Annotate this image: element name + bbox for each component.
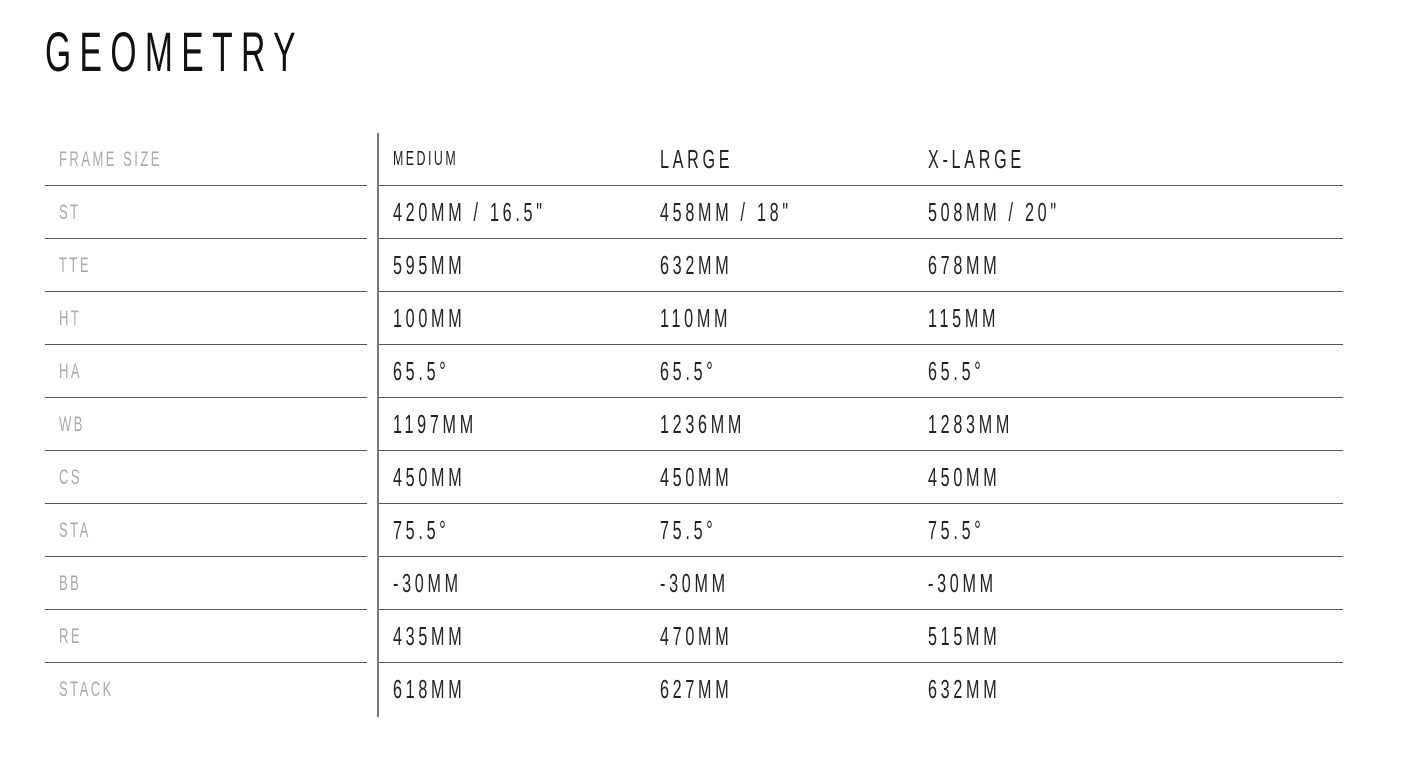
cell-value: 632MM bbox=[928, 674, 1001, 704]
cell-value: 100MM bbox=[393, 303, 466, 333]
row-label: WB bbox=[59, 413, 85, 436]
cell-value: 515MM bbox=[928, 621, 1001, 651]
cell-value: -30MM bbox=[928, 568, 997, 598]
table-row bbox=[45, 186, 1343, 239]
row-label: HT bbox=[59, 307, 82, 330]
cell-value: 450MM bbox=[393, 462, 466, 492]
table-row bbox=[45, 610, 1343, 663]
cell-value: 508MM / 20" bbox=[928, 197, 1060, 227]
table-row bbox=[45, 292, 1343, 345]
table-row bbox=[45, 239, 1343, 292]
row-label: TTE bbox=[59, 254, 92, 277]
table-header-row bbox=[45, 133, 1343, 186]
table-row bbox=[45, 398, 1343, 451]
row-label: ST bbox=[59, 201, 81, 224]
cell-value: 75.5° bbox=[928, 515, 985, 545]
table-row bbox=[45, 504, 1343, 557]
cell-value: 458MM / 18" bbox=[660, 197, 792, 227]
cell-value: -30MM bbox=[393, 568, 462, 598]
table-row bbox=[45, 557, 1343, 610]
cell-value: 595MM bbox=[393, 250, 466, 280]
table-row bbox=[45, 345, 1343, 398]
cell-value: 65.5° bbox=[660, 356, 717, 386]
cell-value: 470MM bbox=[660, 621, 733, 651]
cell-value: 450MM bbox=[660, 462, 733, 492]
row-label: STACK bbox=[59, 678, 114, 701]
cell-value: 65.5° bbox=[928, 356, 985, 386]
cell-value: 420MM / 16.5" bbox=[393, 197, 546, 227]
cell-value: 1197MM bbox=[393, 409, 477, 439]
row-label: FRAME SIZE bbox=[59, 148, 162, 171]
size-header: LARGE bbox=[660, 144, 734, 174]
cell-value: -30MM bbox=[660, 568, 729, 598]
cell-value: 627MM bbox=[660, 674, 733, 704]
row-label: BB bbox=[59, 572, 82, 595]
row-label: STA bbox=[59, 519, 91, 542]
size-header: MEDIUM bbox=[393, 148, 459, 170]
cell-value: 450MM bbox=[928, 462, 1001, 492]
cell-value: 110MM bbox=[660, 303, 732, 333]
cell-value: 678MM bbox=[928, 250, 1001, 280]
cell-value: 115MM bbox=[928, 303, 1000, 333]
cell-value: 65.5° bbox=[393, 356, 450, 386]
row-label: CS bbox=[59, 466, 83, 489]
cell-value: 632MM bbox=[660, 250, 733, 280]
table-row bbox=[45, 451, 1343, 504]
row-label: HA bbox=[59, 360, 83, 383]
cell-value: 618MM bbox=[393, 674, 466, 704]
cell-value: 1283MM bbox=[928, 409, 1014, 439]
row-label: RE bbox=[59, 625, 83, 648]
page-title: GEOMETRY bbox=[45, 20, 304, 83]
size-header: X-LARGE bbox=[928, 144, 1025, 174]
table-row bbox=[45, 663, 1343, 716]
cell-value: 75.5° bbox=[393, 515, 450, 545]
cell-value: 75.5° bbox=[660, 515, 717, 545]
cell-value: 435MM bbox=[393, 621, 466, 651]
cell-value: 1236MM bbox=[660, 409, 746, 439]
